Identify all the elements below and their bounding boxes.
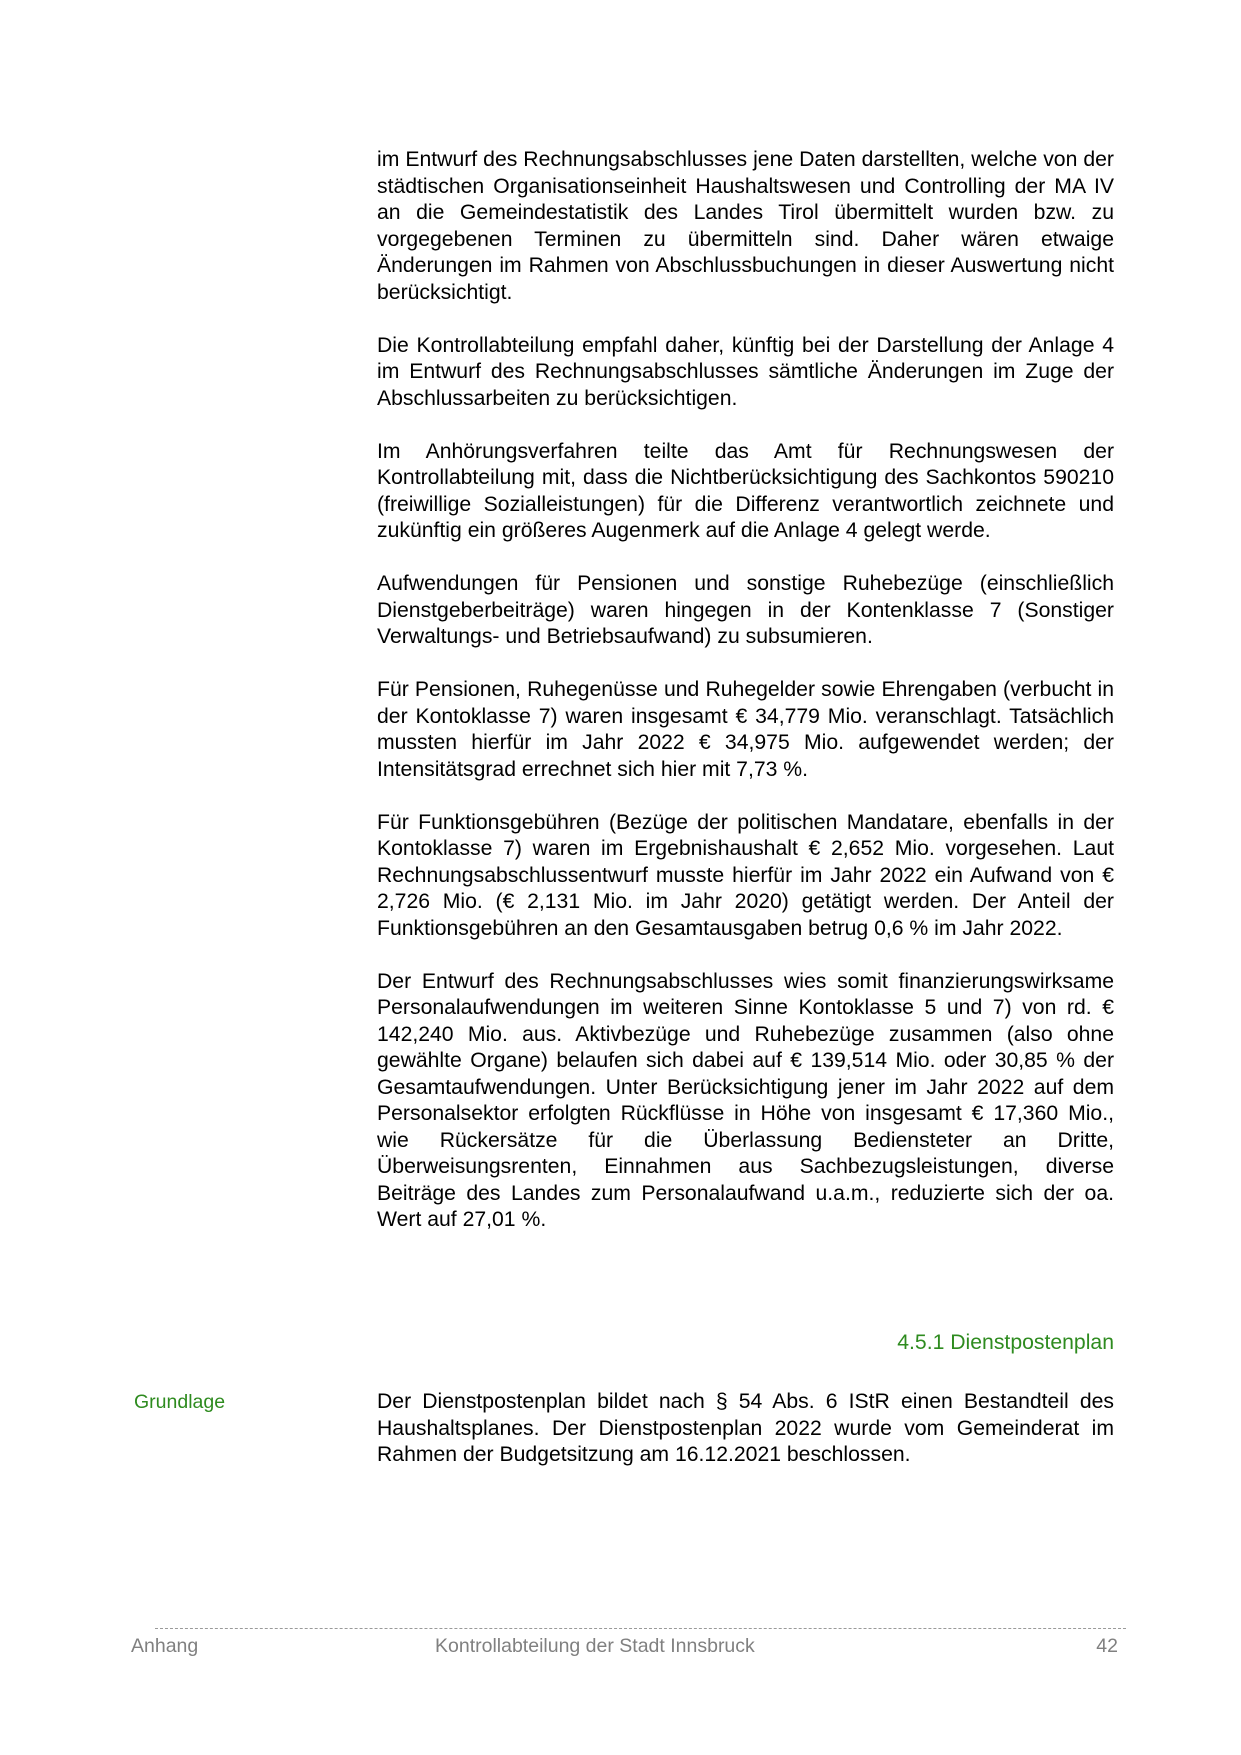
- paragraph-pensions-amount: Für Pensionen, Ruhegenüsse und Ruhegelder sowie Ehrengaben (verbucht in der Kontoklasse 7) waren insgesamt € 34,779 Mio. veranschlagt. Tatsächlich mussten hierfür im Jahr 2022 € 34,975 Mio. aufgewendet werden; der Intensitätsgrad errechnet sich hier mit 7,73 %.: [377, 678, 1114, 781]
- paragraph-dienstpostenplan: Der Dienstpostenplan bildet nach § 54 Abs. 6 IStR einen Bestandteil des Haushaltsplanes. Der Dienstpostenplan 2022 wurde vom Gemeinderat im Rahmen der Budgetsitzung am 16.12.2021 beschlossen.: [377, 1390, 1114, 1466]
- footer-organization: Kontrollabteilung der Stadt Innsbruck: [435, 1635, 755, 1657]
- paragraph-function-fees: Für Funktionsgebühren (Bezüge der politischen Mandatare, ebenfalls in der Kontoklasse 7) waren im Ergebnishaushalt € 2,652 Mio. vorgesehen. Laut Rechnungsabschlussentwurf musste hierfür im Jahr 2022 ein Aufwand von € 2,726 Mio. (€ 2,131 Mio. im Jahr 2020) getätigt werden. Der Anteil der Funktionsgebühren an den Gesamtausgaben betrug 0,6 % im Jahr 2022.: [377, 810, 1114, 940]
- margin-label-grundlage: Grundlage: [134, 1391, 226, 1413]
- paragraph-data-transmission: im Entwurf des Rechnungsabschlusses jene Daten darstellten, welche von der städtischen Organisationseinheit Haushaltswesen und Controlling der MA IV an die Gemeindestatistik des Landes Tirol übermittelt wurden bzw. zu vorgegebenen Terminen zu übermitteln sind. Daher wären etwaige Änderungen im Rahmen von Abschlussbuchungen in dieser Auswertung nicht berücksichtigt.: [377, 148, 1114, 304]
- footer-divider: [155, 1628, 1126, 1629]
- page-number: 42: [1096, 1635, 1118, 1657]
- paragraph-recommendation: Die Kontrollabteilung empfahl daher, künftig bei der Darstellung der Anlage 4 im Entwurf des Rechnungsabschlusses sämtliche Änderungen im Zuge der Abschlussarbeiten zu berücksichtigen.: [377, 333, 1114, 410]
- paragraph-pension-expenses: Aufwendungen für Pensionen und sonstige Ruhebezüge (einschließlich Dienstgeberbeiträge) waren hingegen in der Kontenklasse 7 (Sonstiger Verwaltungs- und Betriebsaufwand) zu subsumieren.: [377, 572, 1114, 648]
- main-text-column: [377, 147, 1114, 1234]
- section-heading: 4.5.1 Dienstpostenplan: [897, 1331, 1114, 1354]
- footer-section-name: Anhang: [131, 1635, 199, 1657]
- paragraph-personnel-expenses: Der Entwurf des Rechnungsabschlusses wies somit finanzierungswirksame Personalaufwendungen im weiteren Sinne Kontoklasse 5 und 7) von rd. € 142,240 Mio. aus. Aktivbezüge und Ruhebezüge zusammen (also ohne gewählte Organe) belaufen sich dabei auf € 139,514 Mio. oder 30,85 % der Gesamtaufwendungen. Unter Berücksichtigung jener im Jahr 2022 auf dem Personalsektor erfolgten Rückflüsse in Höhe von insgesamt € 17,360 Mio., wie Rückersätze für die Überlassung Bediensteter an Dritte, Überweisungsrenten, Einnahmen aus Sachbezugsleistungen, diverse Beiträge des Landes zum Personalaufwand u.a.m., reduzierte sich der oa. Wert auf 27,01 %.: [377, 969, 1114, 1231]
- paragraph-hearing-procedure: Im Anhörungsverfahren teilte das Amt für Rechnungswesen der Kontrollabteilung mit, dass die Nichtberücksichtigung des Sachkontos 590210 (freiwillige Sozialleistungen) für die Differenz verantwortlich zeichnete und zukünftig ein größeres Augenmerk auf die Anlage 4 gelegt werde.: [377, 439, 1114, 542]
